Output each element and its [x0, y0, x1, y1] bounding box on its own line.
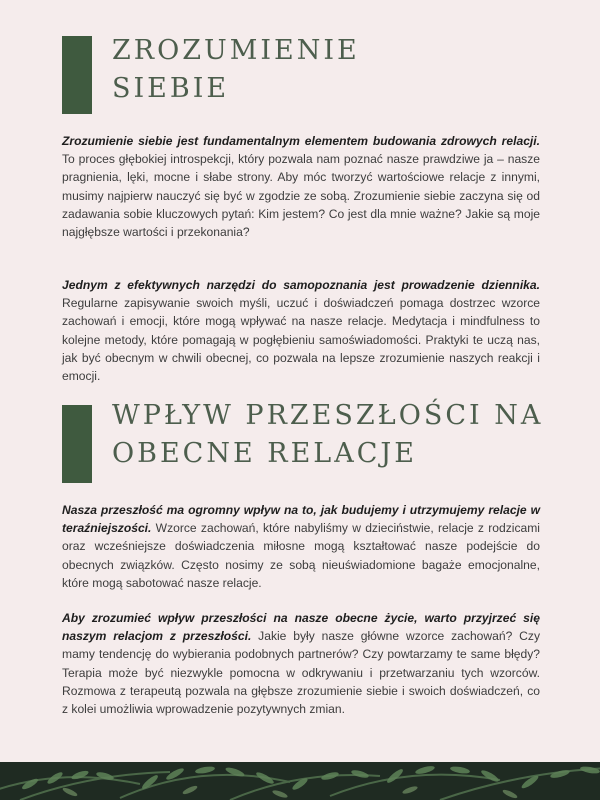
paragraph	[62, 609, 540, 718]
heading-line: OBECNE RELACJE	[112, 438, 417, 469]
section-accent-bar	[62, 405, 92, 483]
paragraph	[62, 276, 540, 385]
section-heading	[112, 397, 543, 473]
paragraph-body: Jakie były nasze główne wzorce zachowań? Czy mamy tendencję do wybierania podobnych partnerów? Czy powtarzamy te same błędy? Terapia może być niezwykle pomocna w odkrywaniu i przetwarzaniu tych wzorców. Rozmowa z terapeutą pozwala na głębsze zrozumienie siebie i swoich doświadczeń, co z kolei umożliwia wprowadzenie pozytywnych zmian.	[62, 629, 540, 717]
paragraph-lead: Nasza przeszłość ma ogromny wpływ na to, jak budujemy i utrzymujemy relacje w teraźniejszości.	[62, 503, 540, 536]
paragraph-body: Wzorce zachowań, które nabyliśmy w dzieciństwie, relacje z rodzicami oraz wcześniejsze doświadczenia miłosne mogą kształtować nasze podejście do obecnych związków. Często nosimy ze sobą nieuświadomione bagaże emocjonalne, które mogą sabotować nasze relacje.	[62, 521, 540, 590]
fern-leaves-illustration	[0, 762, 600, 800]
paragraph-lead: Aby zrozumieć wpływ przeszłości na nasze obecne życie, warto przyjrzeć się naszym relacjom z przeszłości.	[62, 611, 540, 644]
paragraph-lead: Jednym z efektywnych narzędzi do samopoznania jest prowadzenie dziennika.	[62, 278, 540, 292]
paragraph-body: To proces głębokiej introspekcji, który pozwala nam poznać nasze prawdziwe ja – nasze pragnienia, lęki, mocne i słabe strony. Aby móc tworzyć wartościowe relacje z innymi, musimy najpierw nauczyć się być w zgodzie ze sobą. Zrozumienie siebie zaczyna się od zadawania sobie kluczowych pytań: Kim jestem? Co jest dla mnie ważne? Jakie są moje najgłębsze wartości i przekonania?	[62, 152, 540, 240]
heading-line: WPŁYW PRZESZŁOŚCI NA	[112, 400, 544, 431]
heading-line: ZROZUMIENIE	[112, 35, 360, 66]
paragraph-lead: Zrozumienie siebie jest fundamentalnym elementem budowania zdrowych relacji.	[62, 134, 540, 148]
paragraph-body: Regularne zapisywanie swoich myśli, uczuć i doświadczeń pomaga dostrzec wzorce zachowań i emocji, które mogą wpływać na nasze relacje. Medytacja i mindfulness to kolejne metody, które pomagają w pogłębieniu samoświadomości. Praktyki te uczą nas, jak być obecnym w chwili obecnej, co pozwala na lepsze zrozumienie naszych reakcji i emocji.	[62, 296, 540, 384]
paragraph	[62, 132, 540, 241]
section-accent-bar	[62, 36, 92, 114]
heading-line: SIEBIE	[112, 73, 230, 104]
section-heading	[112, 32, 360, 108]
paragraph	[62, 501, 540, 592]
fern-footer-image	[0, 762, 600, 800]
